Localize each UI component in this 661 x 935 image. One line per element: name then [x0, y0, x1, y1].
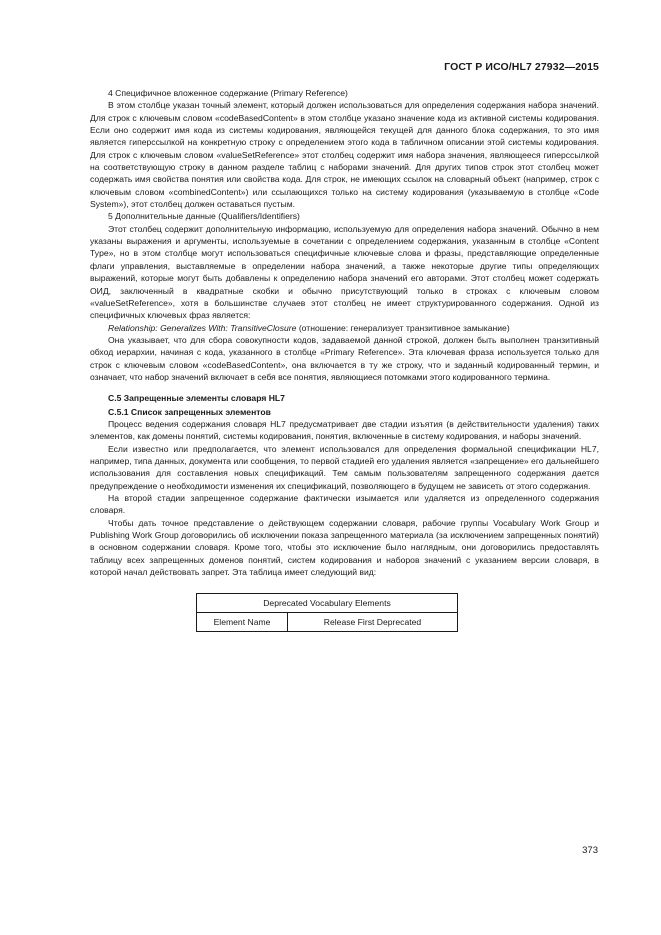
keyword-phrase	[90, 322, 599, 334]
paragraph: На второй стадии запрещенное содержание фактически изымается или удаляется из определенного содержания словаря.	[90, 493, 599, 516]
table-title: Deprecated Vocabulary Elements	[197, 594, 458, 613]
column-header-release-first-deprecated: Release First Deprecated	[288, 613, 458, 632]
paragraph: Чтобы дать точное представление о действующем содержании словаря, рабочие группы Vocabulary Work Group и Publishing Work Group договорились об исключении показа запрещенного материала (за исключением запрещенных понятий) в основном содержании словаря. Кроме того, чтобы это исключение было наглядным, они договорились предоставлять таблицу всех запрещенных доменов понятий, систем кодирования и наборов значений с указанием версии словаря, в которой начал действовать запрет. Эта таблица имеет следующий вид:	[90, 517, 599, 578]
page-number: 373	[582, 845, 598, 856]
table-title-row	[197, 594, 458, 613]
keyword-phrase-italic: Relationship: Generalizes With: TransitiveClosure	[108, 322, 297, 333]
paragraph: Если известно или предполагается, что элемент использовался для определения формальной спецификации HL7, например, типа данных, документа или сообщения, то первой стадией его удаления является «запрещение» его дальнейшего использования для составления новых спецификаций. Тем самым пользователям запрещенного содержания дается предупреждение о необходимости изменения их спецификаций, позволяющего в будущем не зависеть от этого содержания.	[90, 443, 599, 491]
document-header: ГОСТ Р ИСО/HL7 27932—2015	[444, 61, 599, 73]
section-heading: C.5 Запрещенные элементы словаря HL7	[108, 393, 285, 404]
subsection-heading: C.5.1 Список запрещенных элементов	[108, 406, 271, 417]
paragraph: Этот столбец содержит дополнительную информацию, используемую для определения набора значений. Обычно в нем указаны выражения и аргументы, используемые в сочетании с определением содержания, указанным в столбце «Content Type», но в этом столбце могут использоваться специфичные ключевые слова и фразы, представляющие определенные флаги управления, выставляемые в определении набора значений, а также некоторые другие типы определяющих выражений, которые могут быть добавлены к определению набора значений его авторами. Этот столбец может содержать ОИД, заключенный в квадратные скобки и обычно присутствующий только в строках с ключевым словом «valueSetReference», хотя в большинстве случаев этот столбец не имеет структурированного содержания. Одной из специфичных ключевых фраз является:	[90, 223, 599, 321]
paragraph: Процесс ведения содержания словаря HL7 предусматривает две стадии изъятия (в действительности удаления) таких элементов, как домены понятий, системы кодирования, понятия, включенные в систему кодирования, и наборы значений.	[90, 418, 599, 442]
page-body	[90, 87, 599, 632]
paragraph: В этом столбце указан точный элемент, который должен использоваться для определения содержания набора значений. Для строк с ключевым словом «codeBasedContent» в этом столбце указано значение кода из активной системы кодирования. Если оно содержит имя кода из системы кодирования, являющейся текущей для данного блока содержания, то это имя является гиперссылкой на конкретную строку с определением этого кода в табличном описании этой системы кодирования. Для строк с ключевым словом «valueSetReference» этот столбец содержит имя набора значения, являющееся гиперссылкой на соответствующую строку в данном разделе таблиц с наборами значений. Для других типов строк этот столбец может содержать имя свойства понятия или свойства кода. Для строк, не имеющих ссылок на словарный объект (например, строк с ключевым словом «combinedContent») или ссылающихся только на систему кодирования (указываемую в столбце «Code System»), этот столбец должен оставаться пустым.	[90, 100, 599, 210]
item-heading-qualifiers: 5 Дополнительные данные (Qualifiers/Identifiers)	[108, 211, 300, 222]
keyword-phrase-translation: (отношение: генерализует транзитивное замыкание)	[296, 322, 510, 333]
table-header-row	[197, 613, 458, 632]
deprecated-elements-table	[196, 593, 458, 632]
column-header-element-name: Element Name	[197, 613, 288, 632]
paragraph: Она указывает, что для сбора совокупности кодов, задаваемой данной строкой, должен быть выполнен транзитивный обход иерархии, начиная с кода, указанного в столбце «Primary Reference». Эта ключевая фраза используется только для строк с ключевым словом «codeBasedContent», она включается в ту же строку, что и заданный кодированный термин, и означает, что набор значений включает в себя все понятия, являющиеся потомками этого кодированного термина.	[90, 334, 599, 382]
item-heading-primary-reference: 4 Специфичное вложенное содержание (Primary Reference)	[108, 88, 348, 98]
